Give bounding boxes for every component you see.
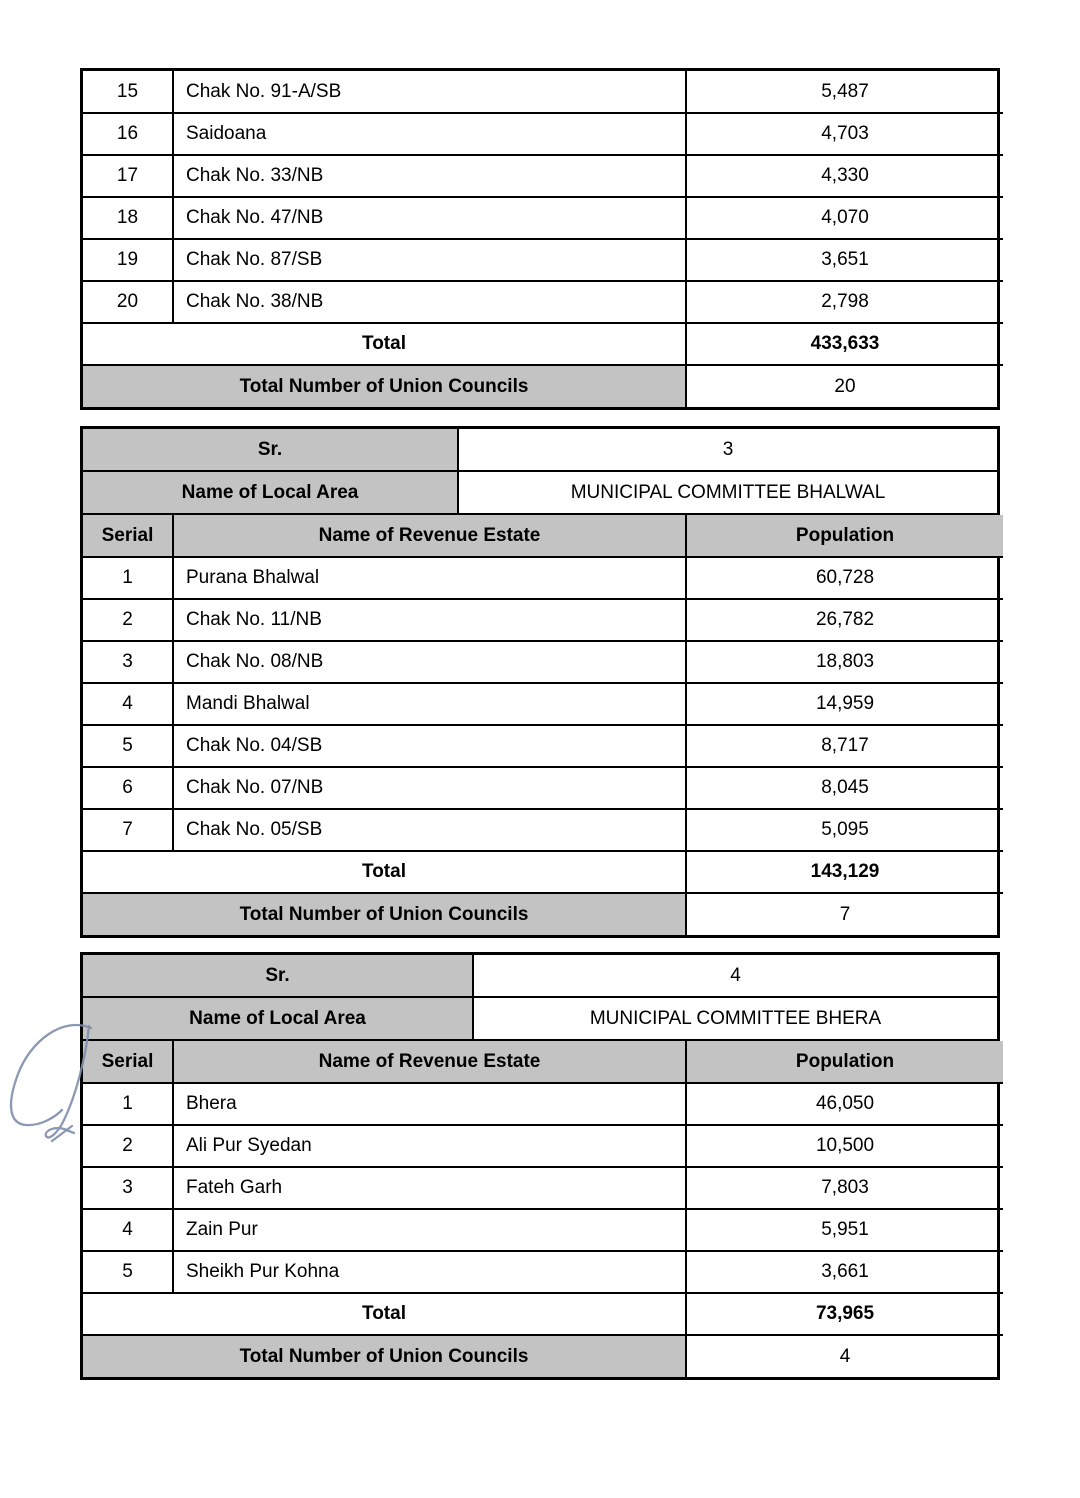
serial-cell: 16 [83, 113, 173, 155]
table-row [83, 1167, 1003, 1209]
revenue-estate-header: Name of Revenue Estate [173, 515, 686, 557]
population-cell: 2,798 [686, 281, 1003, 323]
population-cell: 26,782 [686, 599, 1003, 641]
total-label: Total [83, 323, 686, 365]
estate-name-cell: Chak No. 87/SB [173, 239, 686, 281]
population-cell: 14,959 [686, 683, 1003, 725]
serial-cell: 1 [83, 1083, 173, 1125]
header-info-table [83, 955, 997, 1039]
revenue-estate-table [83, 1041, 1003, 1377]
table-row [83, 641, 1003, 683]
table-row [83, 1251, 1003, 1293]
revenue-estate-table [83, 71, 1003, 407]
estate-name-cell: Chak No. 33/NB [173, 155, 686, 197]
sr-label: Sr. [83, 955, 473, 997]
population-cell: 60,728 [686, 557, 1003, 599]
population-cell: 46,050 [686, 1083, 1003, 1125]
total-row [83, 851, 1003, 893]
population-header: Population [686, 1041, 1003, 1083]
serial-cell: 5 [83, 725, 173, 767]
estate-name-cell: Chak No. 07/NB [173, 767, 686, 809]
total-row [83, 1293, 1003, 1335]
estate-name-cell: Saidoana [173, 113, 686, 155]
table-row [83, 155, 1003, 197]
estate-name-cell: Fateh Garh [173, 1167, 686, 1209]
sr-label: Sr. [83, 429, 458, 471]
serial-cell: 18 [83, 197, 173, 239]
local-area-row [83, 471, 997, 513]
population-cell: 3,651 [686, 239, 1003, 281]
serial-cell: 3 [83, 641, 173, 683]
union-councils-row [83, 893, 1003, 935]
local-area-value: MUNICIPAL COMMITTEE BHERA [473, 997, 997, 1039]
population-header: Population [686, 515, 1003, 557]
serial-cell: 4 [83, 1209, 173, 1251]
serial-cell: 6 [83, 767, 173, 809]
estate-name-cell: Chak No. 91-A/SB [173, 71, 686, 113]
serial-cell: 17 [83, 155, 173, 197]
table-row [83, 557, 1003, 599]
sr-value: 4 [473, 955, 997, 997]
pen-stroke-cross [52, 1126, 72, 1141]
estate-name-cell: Ali Pur Syedan [173, 1125, 686, 1167]
total-population-value: 73,965 [686, 1293, 1003, 1335]
population-cell: 4,070 [686, 197, 1003, 239]
table-row [83, 599, 1003, 641]
table-header-info [83, 429, 997, 515]
estate-name-cell: Chak No. 11/NB [173, 599, 686, 641]
table-row [83, 1083, 1003, 1125]
serial-cell: 2 [83, 1125, 173, 1167]
sr-row [83, 955, 997, 997]
population-cell: 4,703 [686, 113, 1003, 155]
population-table-bhera [80, 952, 1000, 1380]
union-councils-label: Total Number of Union Councils [83, 893, 686, 935]
serial-cell: 1 [83, 557, 173, 599]
union-councils-label: Total Number of Union Councils [83, 1335, 686, 1377]
estate-name-cell: Chak No. 47/NB [173, 197, 686, 239]
population-cell: 5,951 [686, 1209, 1003, 1251]
estate-name-cell: Chak No. 05/SB [173, 809, 686, 851]
estate-name-cell: Mandi Bhalwal [173, 683, 686, 725]
serial-cell: 4 [83, 683, 173, 725]
table-row [83, 809, 1003, 851]
local-area-value: MUNICIPAL COMMITTEE BHALWAL [458, 471, 997, 513]
local-area-label: Name of Local Area [83, 997, 473, 1039]
union-councils-value: 7 [686, 893, 1003, 935]
table-row [83, 239, 1003, 281]
population-cell: 18,803 [686, 641, 1003, 683]
revenue-estate-table [83, 515, 1003, 935]
population-table-continuation [80, 68, 1000, 410]
local-area-label: Name of Local Area [83, 471, 458, 513]
serial-cell: 19 [83, 239, 173, 281]
estate-name-cell: Zain Pur [173, 1209, 686, 1251]
population-cell: 5,487 [686, 71, 1003, 113]
table-row [83, 1125, 1003, 1167]
table-row [83, 683, 1003, 725]
population-cell: 8,045 [686, 767, 1003, 809]
estate-name-cell: Bhera [173, 1083, 686, 1125]
table-header-info [83, 955, 997, 1041]
estate-name-cell: Chak No. 08/NB [173, 641, 686, 683]
serial-cell: 2 [83, 599, 173, 641]
population-cell: 10,500 [686, 1125, 1003, 1167]
local-area-row [83, 997, 997, 1039]
total-row [83, 323, 1003, 365]
estate-name-cell: Chak No. 04/SB [173, 725, 686, 767]
serial-cell: 3 [83, 1167, 173, 1209]
estate-name-cell: Purana Bhalwal [173, 557, 686, 599]
union-councils-value: 4 [686, 1335, 1003, 1377]
sr-value: 3 [458, 429, 997, 471]
table-row [83, 113, 1003, 155]
total-population-value: 143,129 [686, 851, 1003, 893]
revenue-estate-header: Name of Revenue Estate [173, 1041, 686, 1083]
total-label: Total [83, 851, 686, 893]
pen-stroke-loop [11, 1025, 91, 1125]
table-row [83, 281, 1003, 323]
union-councils-label: Total Number of Union Councils [83, 365, 686, 407]
estate-name-cell: Chak No. 38/NB [173, 281, 686, 323]
table-row [83, 197, 1003, 239]
population-cell: 3,661 [686, 1251, 1003, 1293]
union-councils-row [83, 365, 1003, 407]
tables-container [80, 68, 1000, 1380]
population-table-bhalwal [80, 426, 1000, 938]
union-councils-row [83, 1335, 1003, 1377]
table-row [83, 1209, 1003, 1251]
serial-cell: 5 [83, 1251, 173, 1293]
table-row [83, 71, 1003, 113]
serial-header: Serial [83, 515, 173, 557]
population-cell: 8,717 [686, 725, 1003, 767]
column-header-row [83, 1041, 1003, 1083]
estate-name-cell: Sheikh Pur Kohna [173, 1251, 686, 1293]
union-councils-value: 20 [686, 365, 1003, 407]
table-row [83, 725, 1003, 767]
column-header-row [83, 515, 1003, 557]
serial-cell: 20 [83, 281, 173, 323]
total-label: Total [83, 1293, 686, 1335]
header-info-table [83, 429, 997, 513]
population-cell: 4,330 [686, 155, 1003, 197]
total-population-value: 433,633 [686, 323, 1003, 365]
serial-cell: 7 [83, 809, 173, 851]
population-cell: 5,095 [686, 809, 1003, 851]
population-cell: 7,803 [686, 1167, 1003, 1209]
serial-header: Serial [83, 1041, 173, 1083]
table-row [83, 767, 1003, 809]
serial-cell: 15 [83, 71, 173, 113]
sr-row [83, 429, 997, 471]
